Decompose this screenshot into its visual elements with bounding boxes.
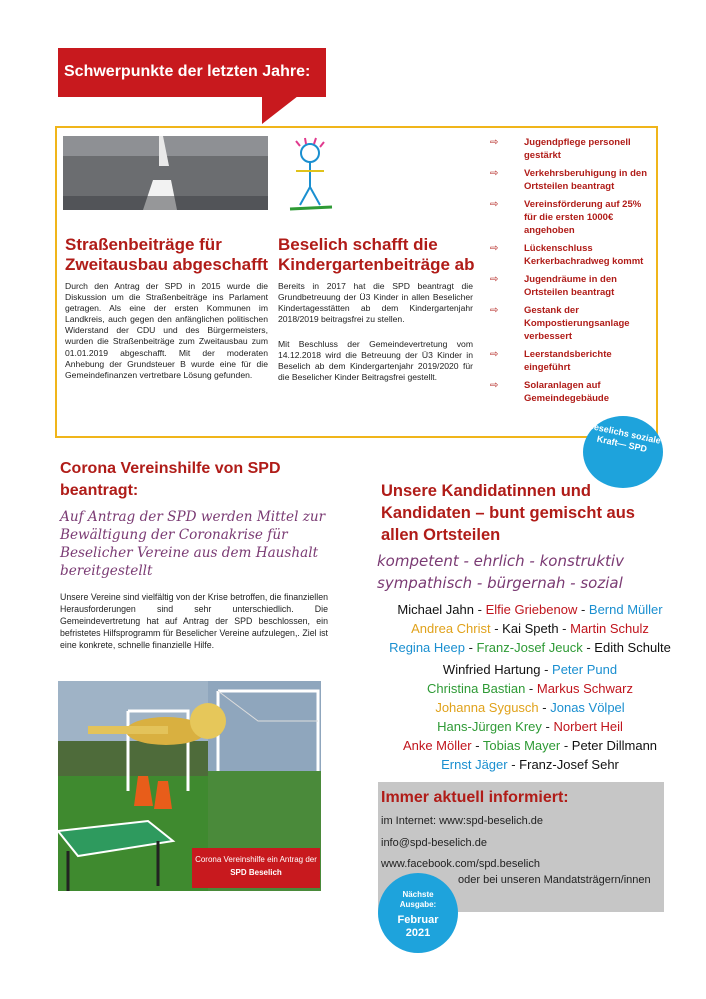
candidate-name: Kai Speth [502,621,559,636]
candidate-name: Anke Möller [402,738,472,753]
next-issue-line-4: 2021 [405,927,431,939]
next-issue-line-3: Februar [397,914,439,926]
candidate-name: Regina Heep [389,640,465,655]
candidate-name: Andrea Christ [411,621,491,636]
candidate-row [370,757,690,772]
arrow-icon: ⇨ [490,137,499,148]
banner-pointer [262,96,298,124]
name-separator: - [577,602,589,617]
list-item [490,242,650,268]
kinder-body-2: Mit Beschluss der Gemeindevertretung vom 14.12.2018 wird die Betreuung der Ü3 Kinder in Beselich ab dem Kindergartenjahr 2019/2020 für die Beselicher Kinder Beitragsfrei gestellt. [278,339,473,383]
candidate-name: Michael Jahn [397,602,474,617]
next-issue-line-2: Ausgabe: [399,900,437,909]
corona-script-text: Auf Antrag der SPD werden Mittel zur Bewältigung der Coronakrise für Beselicher Vereine aus dem Haushalt bereitgestellt [60,509,326,579]
list-item-text: Leerstandsberichte eingeführt [524,349,612,373]
list-item [490,167,650,193]
arrow-icon: ⇨ [490,274,499,285]
list-item-text: Verkehrsberuhigung in den Ortsteilen beantragt [524,168,647,192]
list-item [490,273,650,299]
arrow-icon: ⇨ [490,199,499,210]
name-separator: - [540,662,553,677]
arrow-icon: ⇨ [490,168,499,179]
candidate-name: Edith Schulte [594,640,671,655]
collage-caption [192,848,320,888]
beselich-badge-text: Beselichs soziale Kraft— SPD [586,420,662,455]
candidate-row [370,719,690,734]
kandidaten-tags [377,550,677,594]
corona-body: Unsere Vereine sind vielfältig von der Krise betroffen, die finanziellen Herausforderungen sind sehr unterschiedlich. Die Gemeindevertretung hat auf Antrag der SPD beschlossen, ein befristetes Hilfsprogramm für Beselicher Vereine aufzulegen,. Ziel ist eine konkrete, schnelle finanzielle Hilfe. [60,592,328,650]
info-headline: Immer aktuell informiert: [381,789,569,806]
list-item-text: Jugendpflege personell gestärkt [524,137,631,161]
candidate-name: Hans-Jürgen Krey [437,719,542,734]
stick-figure-illustration [286,137,336,217]
name-separator: - [525,681,537,696]
name-separator: - [507,757,520,772]
name-separator: - [538,700,551,715]
road-photo [63,136,268,210]
candidate-row [370,681,690,696]
achievements-list [490,136,650,410]
kinder-headline: Beselich schafft die Kindergartenbeiträge ab [278,235,475,274]
name-separator: - [558,621,571,636]
arrow-icon: ⇨ [490,305,499,316]
name-separator: - [490,621,503,636]
candidate-name: Jonas Völpel [550,700,625,715]
name-separator: - [464,640,477,655]
next-issue-badge [378,873,458,953]
candidate-name: Peter Pund [552,662,618,677]
list-item [490,198,650,237]
tags-line-2: sympathisch - bürgernah - sozial [377,574,623,592]
candidate-row [370,738,690,753]
candidate-name: Franz-Josef Jeuck [476,640,583,655]
candidate-name: Ernst Jäger [441,757,508,772]
name-separator: - [582,640,595,655]
list-item-text: Jugendräume in den Ortsteilen beantragt [524,274,617,298]
list-item [490,136,650,162]
name-separator: - [471,738,483,753]
candidate-name: Markus Schwarz [536,681,633,696]
arrow-icon: ⇨ [490,243,499,254]
list-item [490,348,650,374]
kinder-body-1: Bereits in 2017 hat die SPD beantragt die Grundbetreuung der Ü3 Kinder in allen Beselicher Kindertagesstätten ab dem Kindergartenjahr 2018/2019 beitragsfrei zu stellen. [278,281,473,325]
candidate-name: Peter Dillmann [571,738,658,753]
candidate-name: Winfried Hartung [442,662,541,677]
candidate-row [370,700,690,715]
beselich-badge [583,416,663,488]
banner-title: Schwerpunkte der letzten Jahre: [64,63,311,80]
candidate-name: Martin Schulz [570,621,649,636]
child-drawing [286,137,336,217]
strassen-headline: Straßenbeiträge für Zweitausbau abgeschafft [65,235,269,274]
candidate-row [370,640,690,655]
corona-headline: Corona Vereinshilfe von SPD beantragt: [60,460,281,499]
caption-line-1: Corona Vereinshilfe ein Antrag der [195,855,317,864]
candidate-row [370,621,690,636]
list-item-text: Lückenschluss Kerkerbachradweg kommt [524,243,644,267]
email-link[interactable]: info@spd-beselich.de [381,837,487,849]
road-illustration [63,136,268,210]
arrow-icon: ⇨ [490,349,499,360]
next-issue-line-1: Nächste [402,890,434,899]
list-item-text: Vereinsförderung auf 25% für die ersten 1000€ angehoben [524,199,642,236]
name-separator: - [474,602,486,617]
strassen-body: Durch den Antrag der SPD in 2015 wurde die Diskussion um die Straßenbeiträge ins Parlament getragen. Als eine der ersten Kommunen im Landkreis, auch gegen den anfänglichen politischen Widerstand der CDU und des Bürgermeisters, wurden die Straßenbeiträge zum Zweitausbau zum 01.01.2019 abgeschafft. Mit der moderaten Anhebung der Grundsteuer B wurde eine für die Gemeindefinanzen vertretbare Lösung gefunden. [65,281,268,380]
name-separator: - [541,719,554,734]
tags-line-1: kompetent - ehrlich - konstruktiv [377,552,624,570]
candidate-name: Franz-Josef Sehr [519,757,619,772]
facebook-link[interactable]: www.facebook.com/spd.beselich [381,858,540,870]
list-item [490,379,650,405]
kandidaten-headline: Unsere Kandidatinnen und Kandidaten – bunt gemischt aus allen Ortsteilen [381,482,635,544]
candidate-row [370,602,690,617]
list-item [490,304,650,343]
candidate-name: Bernd Müller [588,602,663,617]
list-item-text: Gestank der Kompostierungsanlage verbessert [524,305,630,342]
caption-line-2: SPD Beselich [230,868,282,877]
candidate-name: Tobias Mayer [482,738,561,753]
info-mandate: oder bei unseren Mandatsträgern/innen [458,874,651,886]
name-separator: - [560,738,572,753]
candidate-name: Christina Bastian [427,681,526,696]
arrow-icon: ⇨ [490,380,499,391]
candidate-name: Norbert Heil [553,719,623,734]
website-link[interactable]: im Internet: www:spd-beselich.de [381,815,544,827]
candidate-row [370,662,690,677]
list-item-text: Solaranlagen auf Gemeindegebäude [524,380,609,404]
candidate-name: Johanna Sygusch [435,700,539,715]
candidate-name: Elfie Griebenow [485,602,578,617]
